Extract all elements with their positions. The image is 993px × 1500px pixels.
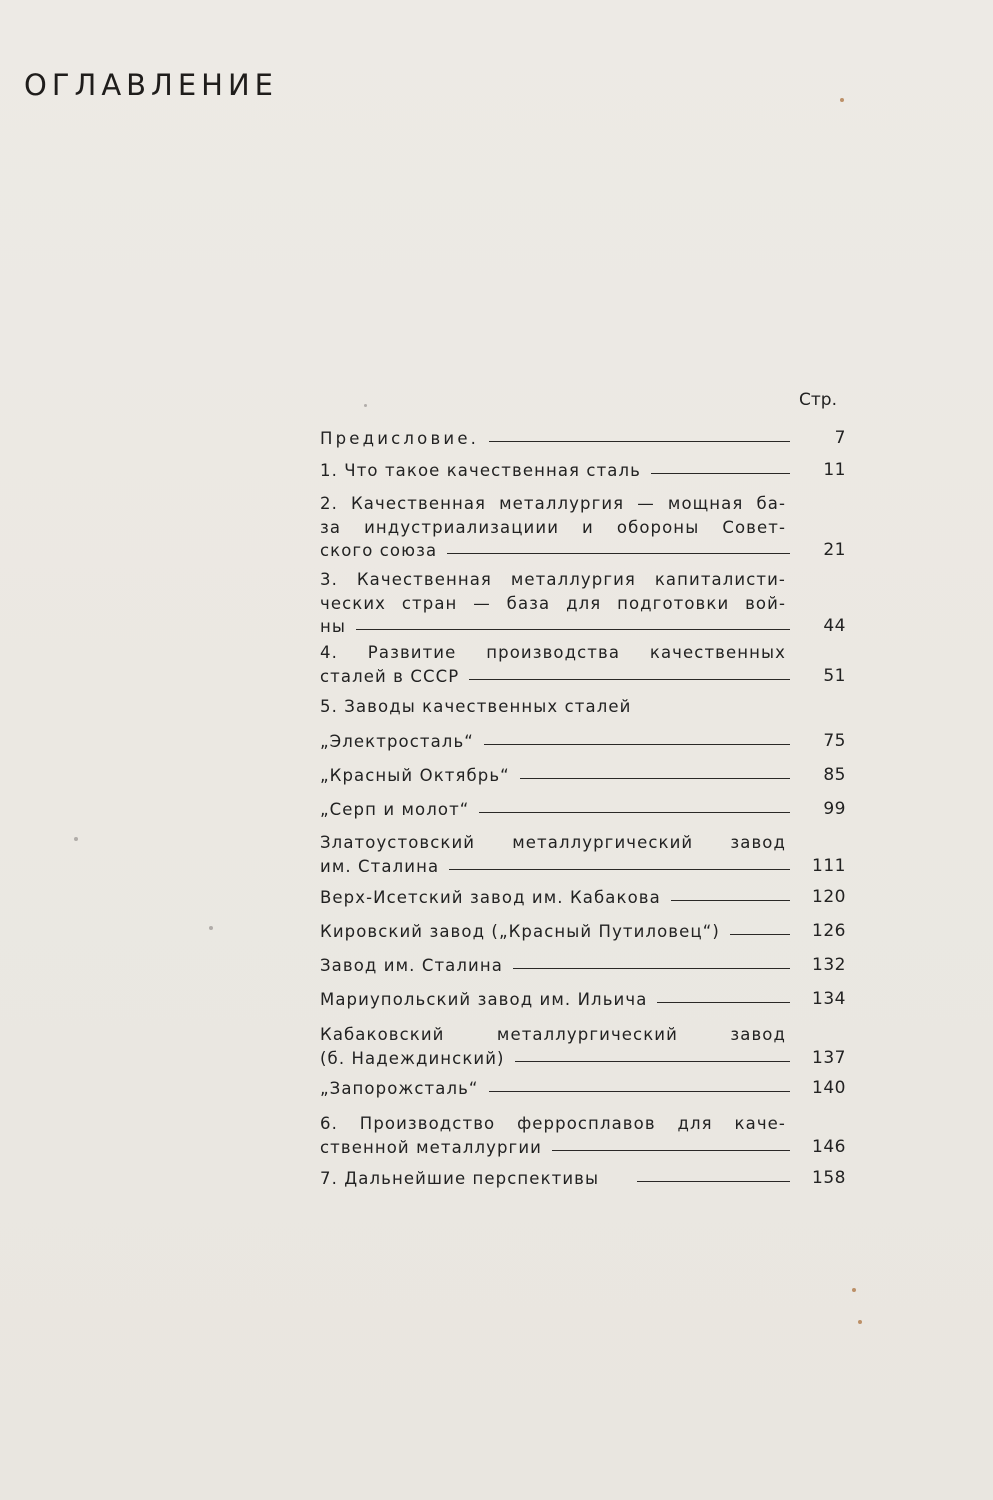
toc-entry-text: „Серп и молот“ bbox=[320, 800, 470, 819]
toc-page-number: 21 bbox=[823, 540, 846, 560]
toc-entry-serp-i-molot bbox=[320, 798, 846, 822]
toc-entry-verkh-isetsky bbox=[320, 886, 846, 910]
paper-speck bbox=[852, 1288, 856, 1292]
toc-page-number: 134 bbox=[812, 989, 846, 1009]
toc-entry-text: Кировский завод („Красный Путиловец“) bbox=[320, 922, 720, 941]
toc-entry-text: ны bbox=[320, 617, 347, 636]
paper-speck bbox=[364, 404, 367, 407]
toc-entry-5 bbox=[320, 695, 846, 719]
toc-page-number: 126 bbox=[812, 921, 846, 941]
toc-page-number: 44 bbox=[823, 616, 846, 636]
toc-entry-text: Мариупольский завод им. Ильича bbox=[320, 990, 648, 1009]
toc-entry-4 bbox=[320, 641, 846, 688]
toc-page-number: 7 bbox=[834, 428, 846, 448]
dot-leader bbox=[637, 1181, 790, 1182]
toc-entry-text: 6. Производство ферросплавов для каче- bbox=[320, 1114, 786, 1133]
dot-leader bbox=[447, 553, 790, 554]
page-title: ОГЛАВЛЕНИЕ bbox=[24, 68, 279, 102]
paper-speck bbox=[74, 837, 78, 841]
dot-leader bbox=[513, 968, 790, 969]
toc-entry-text: ственной металлургии bbox=[320, 1137, 542, 1157]
toc-entry-preface bbox=[320, 427, 846, 451]
toc-page-number: 137 bbox=[812, 1047, 846, 1068]
toc-entry-text: 7. Дальнейшие перспективы bbox=[320, 1169, 600, 1188]
paper-speck bbox=[858, 1320, 862, 1324]
toc-entry-zaporozhstal bbox=[320, 1077, 846, 1101]
dot-leader bbox=[657, 1002, 790, 1003]
toc-page-number: 140 bbox=[812, 1078, 846, 1098]
toc-entry-text: Златоустовский металлургический завод bbox=[320, 833, 786, 852]
toc-entry-kirovsky bbox=[320, 920, 846, 944]
toc-entry-text: 1. Что такое качественная сталь bbox=[320, 461, 641, 480]
toc-entry-elektrostal bbox=[320, 730, 846, 754]
paper-speck bbox=[209, 926, 213, 930]
toc-entry-text: за индустриализациии и обороны Совет- bbox=[320, 517, 786, 537]
toc-entry-text: 3. Качественная металлургия капиталисти- bbox=[320, 570, 786, 589]
toc-entry-mariupol bbox=[320, 988, 846, 1012]
toc-page-number: 11 bbox=[823, 460, 846, 480]
toc-entry-6 bbox=[320, 1112, 846, 1159]
toc-page-number: 146 bbox=[812, 1136, 846, 1157]
toc-page-number: 85 bbox=[823, 765, 846, 785]
dot-leader bbox=[552, 1150, 790, 1151]
toc-entry-krasny-oktyabr bbox=[320, 764, 846, 788]
toc-entry-text: сталей в СССР bbox=[320, 666, 460, 686]
toc-page-number: 111 bbox=[812, 855, 846, 876]
toc-entry-text: 2. Качественная металлургия — мощная ба- bbox=[320, 494, 786, 513]
toc-entry-text: „Запорожсталь“ bbox=[320, 1079, 479, 1098]
dot-leader bbox=[489, 441, 790, 442]
toc-entry-text: „Красный Октябрь“ bbox=[320, 766, 510, 785]
toc-page-number: 51 bbox=[823, 665, 846, 686]
toc-entry-text: 5. Заводы качественных сталей bbox=[320, 697, 632, 716]
toc-entry-text: Предисловие. bbox=[320, 429, 480, 448]
toc-entry-text: ского союза bbox=[320, 541, 438, 560]
paper-speck bbox=[840, 98, 844, 102]
dot-leader bbox=[489, 1091, 790, 1092]
toc-entry-text: Кабаковский металлургический завод bbox=[320, 1025, 786, 1044]
toc-entry-text: 4. Развитие производства качественных bbox=[320, 643, 786, 662]
dot-leader bbox=[651, 473, 790, 474]
dot-leader bbox=[671, 900, 790, 901]
toc-page-number: 75 bbox=[823, 731, 846, 751]
dot-leader bbox=[479, 812, 790, 813]
toc-entry-text: им. Сталина bbox=[320, 856, 440, 876]
toc-entry-zavod-stalina bbox=[320, 954, 846, 978]
toc-page-number: 120 bbox=[812, 887, 846, 907]
toc-entry-2 bbox=[320, 492, 846, 563]
toc-page-number: 132 bbox=[812, 955, 846, 975]
dot-leader bbox=[730, 934, 790, 935]
toc-entry-7 bbox=[320, 1167, 846, 1191]
dot-leader bbox=[449, 869, 790, 870]
toc-entry-zlatoust bbox=[320, 831, 846, 878]
dot-leader bbox=[520, 778, 790, 779]
toc-entry-kabakovsky bbox=[320, 1023, 846, 1070]
dot-leader bbox=[469, 679, 790, 680]
toc-entry-text: „Электросталь“ bbox=[320, 732, 474, 751]
dot-leader bbox=[515, 1061, 790, 1062]
toc-entry-text: Завод им. Сталина bbox=[320, 956, 503, 975]
dot-leader bbox=[356, 629, 790, 630]
toc-page-number: 99 bbox=[823, 799, 846, 819]
toc-entry-3 bbox=[320, 568, 846, 639]
toc-entry-text: ческих стран — база для подготовки вой- bbox=[320, 593, 786, 613]
toc-page-number: 158 bbox=[812, 1168, 846, 1188]
dot-leader bbox=[484, 744, 790, 745]
page-column-label: Стр. bbox=[799, 390, 837, 410]
toc-entry-text: (б. Надеждинский) bbox=[320, 1048, 505, 1068]
toc-entry-text: Верх-Исетский завод им. Кабакова bbox=[320, 888, 661, 907]
toc-entry-1 bbox=[320, 459, 846, 483]
